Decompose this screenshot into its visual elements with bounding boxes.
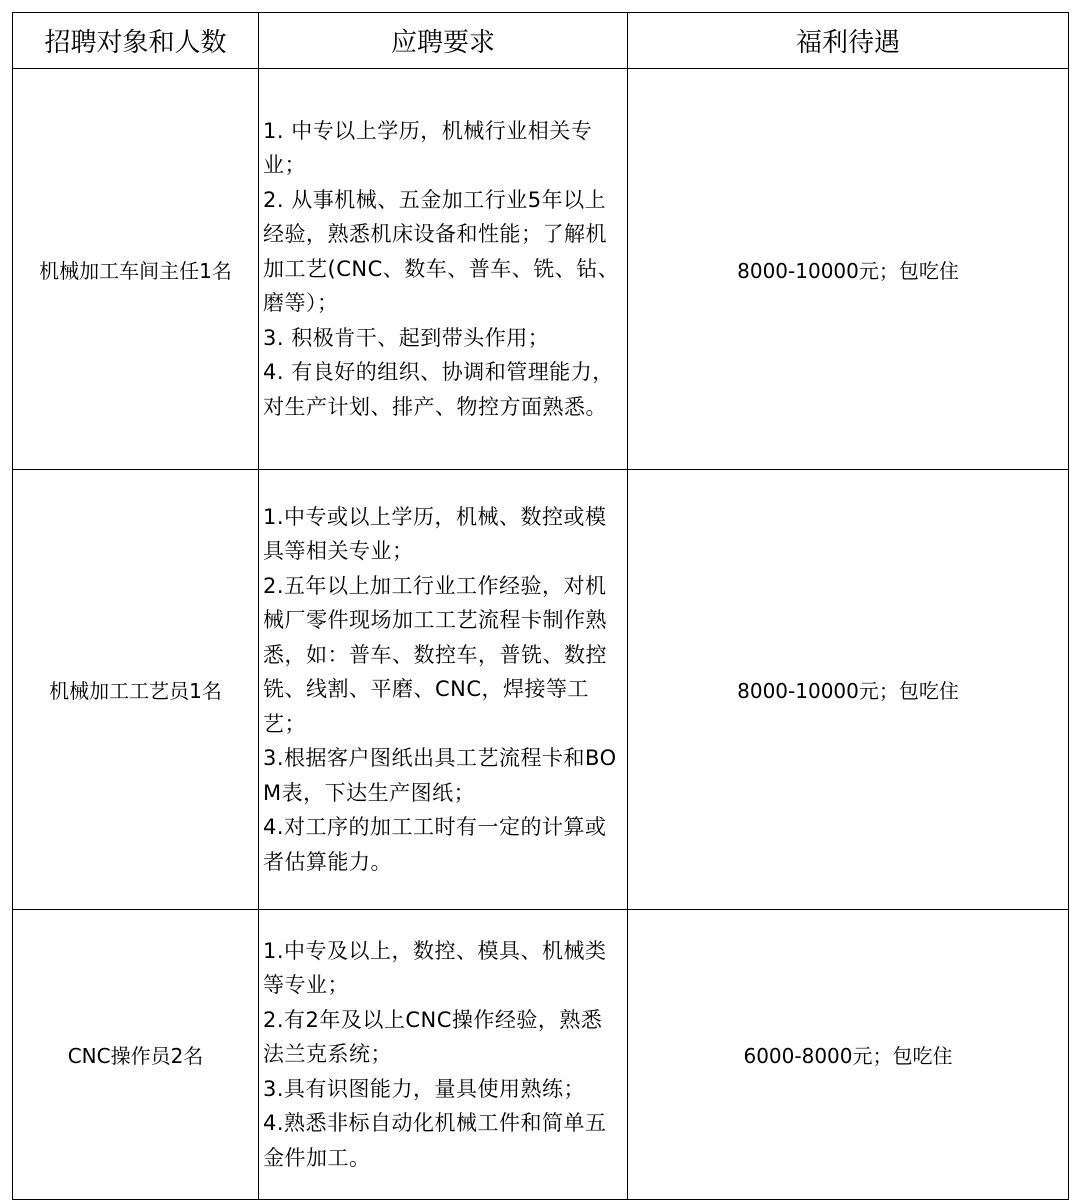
requirements-list [263, 934, 621, 1176]
position-cell: CNC操作员2名 [13, 910, 259, 1200]
requirements-cell [259, 69, 628, 470]
position-cell: 机械加工车间主任1名 [13, 69, 259, 470]
requirement-item: 3.具有识图能力，量具使用熟练； [263, 1076, 586, 1101]
position-cell: 机械加工工艺员1名 [13, 470, 259, 910]
recruitment-table [12, 12, 1069, 1200]
header-benefits: 福利待遇 [628, 13, 1069, 69]
requirements-cell [259, 910, 628, 1200]
requirements-list [263, 114, 621, 425]
requirement-item: 4. 有良好的组织、协调和管理能力，对生产计划、排产、物控方面熟悉。 [263, 360, 614, 419]
benefits-cell: 8000-10000元；包吃住 [628, 470, 1069, 910]
table-row [13, 470, 1069, 910]
table-row [13, 910, 1069, 1200]
requirements-cell [259, 470, 628, 910]
requirement-item: 2.五年以上加工行业工作经验，对机械厂零件现场加工工艺流程卡制作熟悉，如：普车、数控车，普铣、数控铣、线割、平磨、CNC，焊接等工艺； [263, 573, 607, 736]
requirement-item: 1. 中专以上学历，机械行业相关专业； [263, 118, 593, 178]
table-row [13, 69, 1069, 470]
recruitment-table-container [12, 12, 1068, 1200]
requirements-list [263, 500, 621, 880]
requirement-item: 3.根据客户图纸出具工艺流程卡和BOM表，下达生产图纸； [263, 746, 617, 805]
table-header-row [13, 13, 1069, 69]
benefits-cell: 8000-10000元；包吃住 [628, 69, 1069, 470]
requirement-item: 4.对工序的加工工时有一定的计算或者估算能力。 [263, 815, 607, 874]
header-requirements: 应聘要求 [259, 13, 628, 69]
header-position: 招聘对象和人数 [13, 13, 259, 69]
requirement-item: 2.有2年及以上CNC操作经验，熟悉法兰克系统； [263, 1007, 603, 1067]
requirement-item: 4.熟悉非标自动化机械工件和简单五金件加工。 [263, 1111, 607, 1170]
requirement-item: 3. 积极肯干、起到带头作用； [263, 325, 550, 350]
requirement-item: 2. 从事机械、五金加工行业5年以上经验，熟悉机床设备和性能；了解机加工艺(CNC、数车、普车、铣、钻、磨等）； [263, 187, 620, 316]
benefits-cell: 6000-8000元；包吃住 [628, 910, 1069, 1200]
requirement-item: 1.中专及以上，数控、模具、机械类等专业； [263, 938, 607, 998]
requirement-item: 1.中专或以上学历，机械、数控或模具等相关专业； [263, 504, 607, 564]
